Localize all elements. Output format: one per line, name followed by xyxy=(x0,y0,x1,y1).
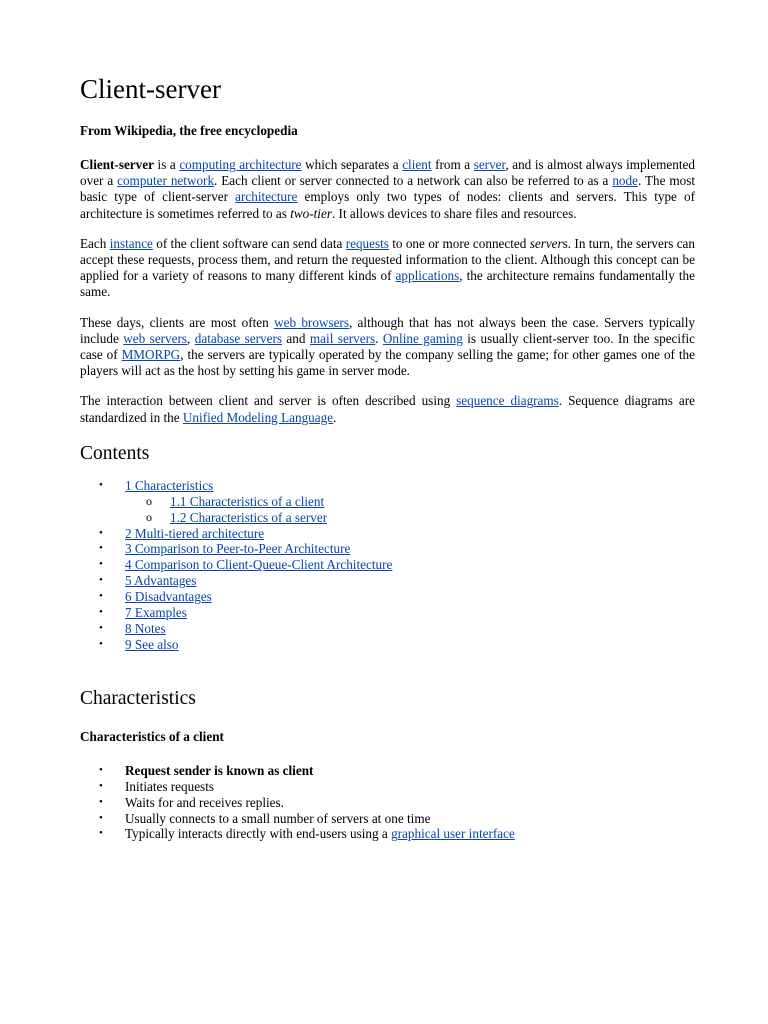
bullet-icon: • xyxy=(99,590,103,603)
toc-link-notes[interactable]: 8 Notes xyxy=(125,621,166,636)
bullet-icon: • xyxy=(99,526,103,539)
link-applications[interactable]: applications xyxy=(395,268,460,284)
link-node[interactable]: node xyxy=(612,173,638,189)
text: . Sequence diagrams are standardized in the xyxy=(80,393,696,425)
toc-item xyxy=(80,605,695,621)
bullet-icon: • xyxy=(99,811,103,824)
bullet-icon: • xyxy=(99,558,103,571)
text: employs only two types of nodes: clients and servers. This type of architecture is sometimes referred to as xyxy=(80,189,695,221)
toc-link-server-characteristics[interactable]: 1.2 Characteristics of a server xyxy=(170,509,328,525)
list-item-text: Usually connects to a small number of servers at one time xyxy=(125,810,431,826)
text: These days, clients are most often xyxy=(80,314,275,330)
bullet-icon: • xyxy=(99,606,103,619)
list-item xyxy=(80,826,695,842)
list-item-text: Typically interacts directly with end-users using a xyxy=(125,826,392,842)
text: , xyxy=(187,330,195,346)
client-characteristics-heading: Characteristics of a client xyxy=(80,728,224,744)
text: from a xyxy=(431,157,474,172)
link-gui[interactable]: graphical user interface xyxy=(391,826,515,842)
link-web-servers[interactable]: web servers xyxy=(123,330,188,346)
toc-link-characteristics[interactable]: 1 Characteristics xyxy=(125,477,214,493)
intro-paragraph-3 xyxy=(80,315,695,380)
text: of the client software can send data xyxy=(152,235,346,251)
text: and xyxy=(281,330,310,346)
italic-term: server xyxy=(529,235,563,251)
text: The interaction between client and server is often described using xyxy=(80,393,457,409)
bullet-icon: • xyxy=(99,763,103,776)
page-title: Client-server xyxy=(80,74,221,104)
list-item xyxy=(80,779,695,795)
list-item-text: Request sender is known as client xyxy=(125,762,314,778)
toc-item xyxy=(80,526,695,542)
link-sequence-diagrams[interactable]: sequence diagrams xyxy=(456,393,559,409)
toc-item xyxy=(80,637,695,653)
link-online-gaming[interactable]: Online gaming xyxy=(382,330,463,346)
intro-paragraph-1 xyxy=(80,157,695,222)
characteristics-heading: Characteristics xyxy=(80,687,196,709)
italic-term: two-tier xyxy=(290,205,332,221)
link-computer-network[interactable]: computer network xyxy=(117,173,215,189)
link-requests[interactable]: requests xyxy=(345,235,389,251)
text: . It allows devices to share files and resources. xyxy=(331,205,577,221)
text: to one or more connected xyxy=(388,235,530,251)
toc-link-examples[interactable]: 7 Examples xyxy=(125,605,187,621)
bullet-icon: • xyxy=(99,542,103,555)
bullet-icon: • xyxy=(99,478,103,491)
bullet-icon: • xyxy=(99,574,103,587)
link-computing-architecture[interactable]: computing architecture xyxy=(179,157,302,172)
toc-subitem xyxy=(80,494,695,510)
link-mmorpg[interactable]: MMORPG xyxy=(121,347,181,363)
circle-bullet-icon: o xyxy=(146,493,152,508)
page-subtitle: From Wikipedia, the free encyclopedia xyxy=(80,123,298,138)
bullet-icon: • xyxy=(99,779,103,792)
text: . The most basic type of client-server xyxy=(80,173,695,205)
bullet-icon: • xyxy=(99,795,103,808)
toc-item xyxy=(80,541,695,557)
text: is usually client-server too. In the specific case of xyxy=(80,330,695,363)
toc-item xyxy=(80,589,695,605)
bullet-icon: • xyxy=(99,637,103,650)
toc-link-multi-tiered[interactable]: 2 Multi-tiered architecture xyxy=(125,525,265,541)
toc-item xyxy=(80,478,695,494)
text: . xyxy=(333,409,337,425)
table-of-contents xyxy=(80,478,695,494)
text: s. In turn, the servers can accept these requests, process them, and return the requested information to the client. Although this concept can be applied for a variety of reasons to many different kinds of xyxy=(80,235,695,284)
article xyxy=(80,72,695,842)
list-item-text: Waits for and receives replies. xyxy=(125,794,284,810)
text: . xyxy=(375,330,383,346)
toc-link-see-also[interactable]: 9 See also xyxy=(125,636,179,652)
link-mail-servers[interactable]: mail servers xyxy=(309,330,376,346)
intro-paragraph-2 xyxy=(80,236,695,301)
bold-term: Client-server xyxy=(80,157,154,172)
circle-bullet-icon: o xyxy=(146,509,152,524)
list-item-text: Initiates requests xyxy=(125,778,214,794)
list-item xyxy=(80,795,695,811)
link-database-servers[interactable]: database servers xyxy=(194,330,282,346)
intro-paragraph-4 xyxy=(80,393,695,425)
text: Each xyxy=(80,235,110,251)
client-characteristics-list xyxy=(80,763,695,843)
link-instance[interactable]: instance xyxy=(109,235,153,251)
text: . Each client or server connected to a network can also be referred to as a xyxy=(214,173,613,189)
contents-heading: Contents xyxy=(80,442,150,464)
link-server[interactable]: server xyxy=(473,157,506,172)
list-item xyxy=(80,811,695,827)
toc-item xyxy=(80,621,695,637)
link-uml[interactable]: Unified Modeling Language xyxy=(182,409,334,425)
toc-link-client-characteristics[interactable]: 1.1 Characteristics of a client xyxy=(170,493,325,509)
bullet-icon: • xyxy=(99,622,103,634)
toc-item xyxy=(80,573,695,589)
text: which separates a xyxy=(301,157,403,172)
list-item xyxy=(80,763,695,779)
text: is a xyxy=(153,157,180,172)
text: , the servers are typically operated by the company selling the game; for other games one of the players will act as the host by setting his game in server mode. xyxy=(80,347,695,379)
toc-link-cqc[interactable]: 4 Comparison to Client-Queue-Client Architecture xyxy=(125,557,393,573)
toc-subitems xyxy=(80,494,695,526)
toc-item xyxy=(80,557,695,573)
link-architecture[interactable]: architecture xyxy=(235,189,298,205)
toc-link-disadvantages[interactable]: 6 Disadvantages xyxy=(125,589,212,605)
bullet-icon: • xyxy=(99,827,103,840)
link-web-browsers[interactable]: web browsers xyxy=(274,314,349,330)
toc-link-advantages[interactable]: 5 Advantages xyxy=(125,573,197,589)
link-client[interactable]: client xyxy=(402,157,432,172)
text: , although that has not always been the case. Servers typically include xyxy=(80,314,695,346)
text: , the architecture remains fundamentally the same. xyxy=(80,268,695,300)
toc-subitem xyxy=(80,510,695,526)
table-of-contents-rest xyxy=(80,526,695,653)
text: , and is almost always implemented over a xyxy=(80,157,695,189)
toc-link-p2p[interactable]: 3 Comparison to Peer-to-Peer Architecture xyxy=(125,541,351,557)
